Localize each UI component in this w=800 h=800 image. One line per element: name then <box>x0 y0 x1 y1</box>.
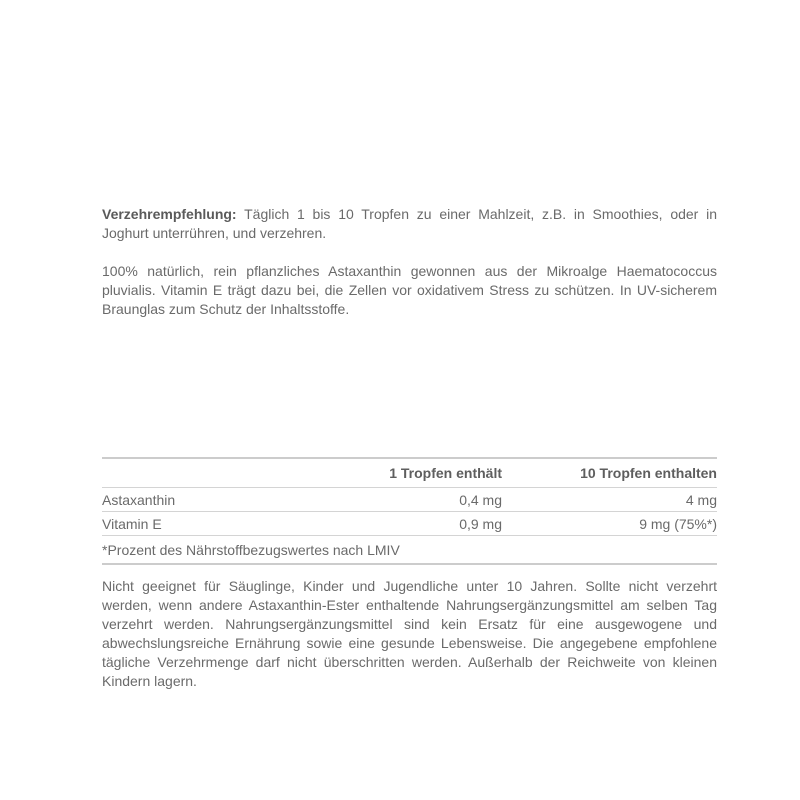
table-header <box>102 459 717 488</box>
description-paragraph: 100% natürlich, rein pflanzliches Astaxanthin gewonnen aus der Mikroalge Haematococcus pluvialis. Vitamin E trägt dazu bei, die Zellen vor oxidativem Stress zu schützen. In UV-sicherem Braunglas zum Schutz der Inhaltsstoffe. <box>102 263 717 317</box>
table-footnote: *Prozent des Nährstoffbezugswertes nach LMIV <box>102 536 717 565</box>
warning-paragraph: Nicht geeignet für Säuglinge, Kinder und Jugendliche unter 10 Jahren. Sollte nicht verzehrt werden, wenn andere Astaxanthin-Ester enthaltende Nahrungsergänzungsmittel am selben Tag verzehrt werden. Nahrungsergänzungsmittel sind kein Ersatz für eine ausgewogene und abwechslungsreiche Ernährung sowie eine gesunde Lebensweise. Die angegebene empfohlene tägliche Verzehrmenge darf nicht überschritten werden. Außerhalb der Reichweite von kleinen Kindern lagern. <box>102 578 717 689</box>
table-row: Astaxanthin 0,4 mg 4 mg <box>102 488 717 512</box>
header-1-drop: 1 Tropfen enthält <box>389 465 502 481</box>
usage-label: Verzehrempfehlung: <box>102 206 237 222</box>
usage-paragraph <box>102 205 717 243</box>
nutrition-table <box>102 457 717 565</box>
table-row: Vitamin E 0,9 mg 9 mg (75%*) <box>102 512 717 536</box>
usage-text: Täglich 1 bis 10 Tropfen zu einer Mahlzeit, z.B. in Smoothies, oder in Joghurt unterrühren, und verzehren. <box>102 206 717 241</box>
header-10-drops: 10 Tropfen enthalten <box>580 465 717 481</box>
